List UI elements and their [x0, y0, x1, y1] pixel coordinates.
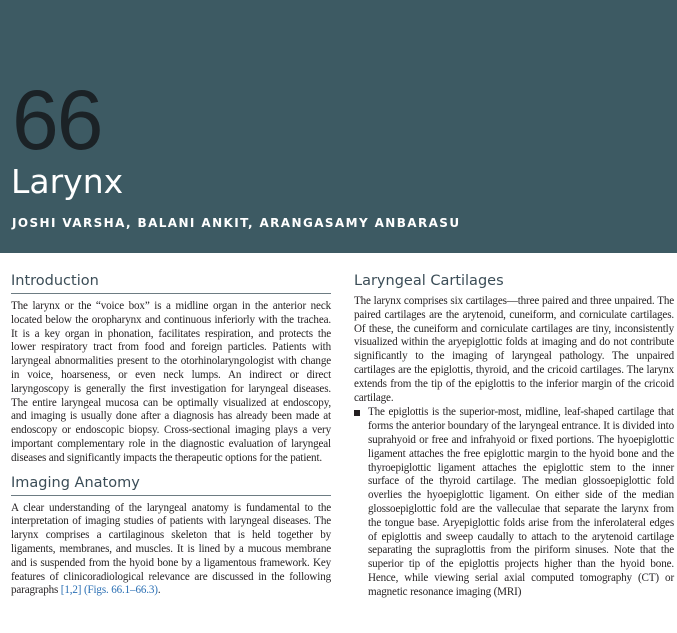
laryngeal-cartilages-paragraph: The larynx comprises six cartilages—three paired and three unpaired. The paired cartilages are the arytenoid, cuneiform, and corniculate cartilages. Of these, the cuneiform and corniculate cartilages are tiny, inconsistently visualized within the aryepiglottic folds at imaging and do not contribute significantly to the imaging of laryngeal pathology. The unpaired cartilages are the epiglottis, thyroid, and the cricoid cartilages. The larynx extends from the tip of the epiglottis to the inferior margin of the cricoid cartilage. [354, 295, 674, 404]
sentence-end: . [157, 584, 161, 597]
imaging-anatomy-paragraph [11, 502, 331, 599]
imaging-anatomy-text: A clear understanding of the laryngeal anatomy is fundamental to the interpretation of imaging studies of patients with laryngeal diseases. The larynx comprises a cartilaginous skeleton that is held together by ligaments, membranes, and muscles. It is lined by a mucous membrane and is suspended from the hyoid bone by a ligamentous framework. Key features of clinicoradiological relevance are discussed in the following paragraphs [11, 501, 331, 597]
chapter-number: 66 [12, 73, 102, 167]
citation-link[interactable]: [1,2] [60, 584, 82, 597]
imaging-anatomy-heading: Imaging Anatomy [11, 473, 331, 496]
laryngeal-cartilages-heading: Laryngeal Cartilages [354, 273, 504, 289]
right-column [354, 271, 674, 600]
square-bullet-icon [354, 410, 360, 416]
left-column [11, 271, 331, 598]
introduction-paragraph: The larynx or the “voice box” is a midline organ in the anterior neck located below the oropharynx and continuous inferiorly with the trachea. It is a key organ in phonation, facilitates respiration, and protects the lower respiratory tract from food and foreign particles. Patients with laryngeal abnormalities present to the otorhinolaryngologist with change in voice, hoarseness, or even neck lumps. An indirect or direct laryngoscopy is generally the first investigation for laryngeal diseases. The entire laryngeal mucosa can be optimally visualized at endoscopy, and imaging is usually done after a diagnosis has already been made at endoscopy or endoscopic biopsy. Cross-sectional imaging plays a very important complementary role in the diagnostic evaluation of laryngeal diseases and significantly impacts the therapeutic options for the patient. [11, 300, 331, 464]
introduction-heading: Introduction [11, 271, 331, 294]
chapter-title: Larynx [11, 162, 124, 201]
chapter-authors: JOSHI VARSHA, BALANI ANKIT, ARANGASAMY ANBARASU [12, 216, 461, 230]
figure-reference-link[interactable]: (Figs. 66.1–66.3) [83, 584, 158, 597]
epiglottis-bullet-item [354, 406, 674, 599]
chapter-banner [0, 0, 677, 253]
epiglottis-bullet-text: The epiglottis is the superior-most, midline, leaf-shaped cartilage that forms the anterior boundary of the laryngeal entrance. It is divided into suprahyoid or free and infrahyoid or fixed portions. The hyoepiglottic ligament attaches the free epiglottic margin to the hyoid bone and the thyroepiglottic ligament attaches the epiglottic stem to the inner surface of the thyroid cartilage. The median glossoepiglottic fold overlies the hyoepiglottic ligament. On either side of the median glossoepiglottic fold are the valleculae that separate the larynx from the tongue base. Aryepiglottic folds arise from the inferolateral edges of epiglottis and sweep caudally to attach to the arytenoid cartilage separating the supraglottis from the piriform sinuses. Note that the superior tip of the epiglottis projects higher than the hyoid bone. Hence, while viewing serial axial computed tomography (CT) or magnetic resonance imaging (MRI) [368, 406, 674, 598]
